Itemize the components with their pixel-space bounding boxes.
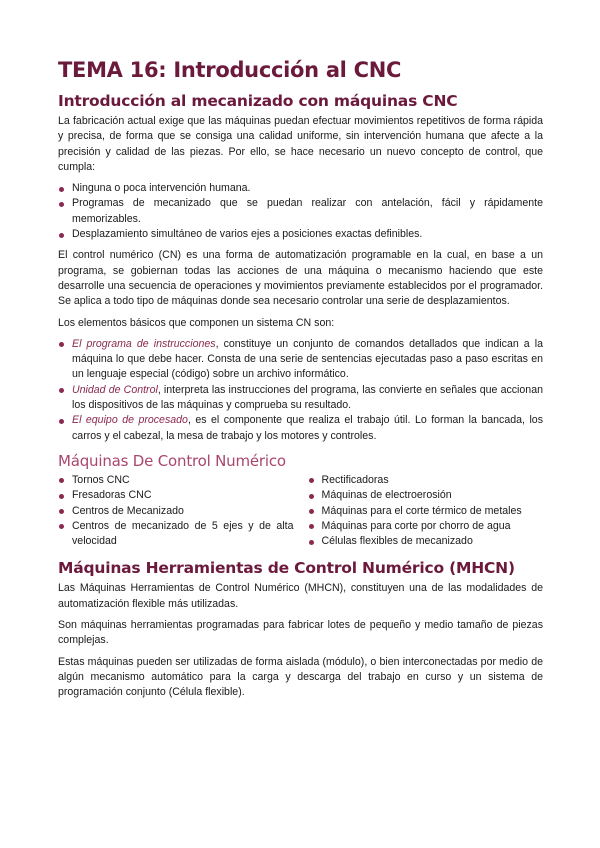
bullet-icon <box>309 478 314 483</box>
elements-intro-paragraph: Los elementos básicos que componen un sistema CN son: <box>58 316 335 329</box>
bullet-icon <box>309 524 314 529</box>
bullet-icon <box>309 494 314 499</box>
bullet-icon <box>59 342 64 347</box>
bullet-icon <box>309 540 314 545</box>
list-item: Máquinas de electroerosión <box>308 488 544 503</box>
bullet-icon <box>59 524 64 529</box>
element-term: El equipo de procesado <box>72 414 188 427</box>
mhcn-paragraph: Estas máquinas pueden ser utilizadas de forma aislada (módulo), o bien interconectadas por medio de algún mecanismo automático para la carga y descarga del trabajo en curso y un sistema de programación conjunto (Célula flexible). <box>58 655 543 699</box>
intro-paragraph: La fabricación actual exige que las máquinas puedan efectuar movimientos repetitivos de forma rápida y precisa, de forma que se consiga una calidad uniforme, sin intervención humana que afecte a la precisión y calidad de las piezas. Por ello, se hace necesario un nuevo concepto de control, que cumpla: <box>58 115 543 173</box>
list-item: Tornos CNC <box>58 473 294 488</box>
section-heading-machines: Máquinas De Control Numérico <box>58 451 286 470</box>
elements-list <box>58 337 543 444</box>
element-term: El programa de instrucciones <box>72 337 216 350</box>
element-term: Unidad de Control <box>72 383 158 396</box>
section-heading-intro: Introducción al mecanizado con máquinas CNC <box>58 92 458 110</box>
section-heading-mhcn: Máquinas Herramientas de Control Numérico (MHCN) <box>58 559 515 578</box>
page-title: TEMA 16: Introducción al CNC <box>58 58 402 82</box>
list-item: Máquinas para el corte térmico de metales <box>308 504 544 519</box>
cn-definition-paragraph: El control numérico (CN) es una forma de automatización programable en la cual, en base a un programa, se gobiernan todas las acciones de una máquina o mecanismo haciendo que este desarrolle una secuencia de operaciones y movimientos previamente establecidos por el programador. Se aplica a todo tipo de máquinas donde sea necesario controlar una serie de desplazamientos. <box>58 249 543 308</box>
list-item: Centros de mecanizado de 5 ejes y de alta velocidad <box>58 519 294 550</box>
list-item: Máquinas para corte por chorro de agua <box>308 519 544 534</box>
requirements-list <box>58 181 543 242</box>
list-item: El equipo de procesado, es el componente que realiza el trabajo útil. Lo forman la bancada, los carros y el cabezal, la mesa de trabajo y los motores y controles. <box>58 413 543 444</box>
mhcn-paragraph: Las Máquinas Herramientas de Control Numérico (MHCN), constituyen una de las modalidades de automatización flexible más utilizadas. <box>58 582 543 610</box>
bullet-icon <box>59 233 64 238</box>
list-item: Programas de mecanizado que se puedan realizar con antelación, fácil y rápidamente memorizables. <box>58 196 543 227</box>
machines-list-right <box>308 473 544 549</box>
machines-list-left <box>58 473 294 549</box>
list-item: Desplazamiento simultáneo de varios ejes a posiciones exactas definibles. <box>58 227 543 242</box>
bullet-icon <box>59 187 64 192</box>
list-item: Unidad de Control, interpreta las instrucciones del programa, las convierte en señales que accionan los dispositivos de las máquinas y comprueba su resultado. <box>58 383 543 414</box>
list-item: El programa de instrucciones, constituye un conjunto de comandos detallados que indican a la máquina lo que debe hacer. Consta de una serie de sentencias ejecutadas paso a paso escritas en un lenguaje especial (código) sobre un archivo informático. <box>58 337 543 383</box>
bullet-icon <box>309 509 314 514</box>
bullet-icon <box>59 509 64 514</box>
list-item: Rectificadoras <box>308 473 544 488</box>
bullet-icon <box>59 388 64 393</box>
bullet-icon <box>59 202 64 207</box>
list-item: Ninguna o poca intervención humana. <box>58 181 543 196</box>
mhcn-paragraph: Son máquinas herramientas programadas para fabricar lotes de pequeño y medio tamaño de piezas complejas. <box>58 619 543 647</box>
bullet-icon <box>59 478 64 483</box>
list-item: Fresadoras CNC <box>58 488 294 503</box>
bullet-icon <box>59 494 64 499</box>
machines-columns <box>58 473 543 549</box>
list-item: Células flexibles de mecanizado <box>308 534 544 549</box>
bullet-icon <box>59 419 64 424</box>
list-item: Centros de Mecanizado <box>58 504 294 519</box>
